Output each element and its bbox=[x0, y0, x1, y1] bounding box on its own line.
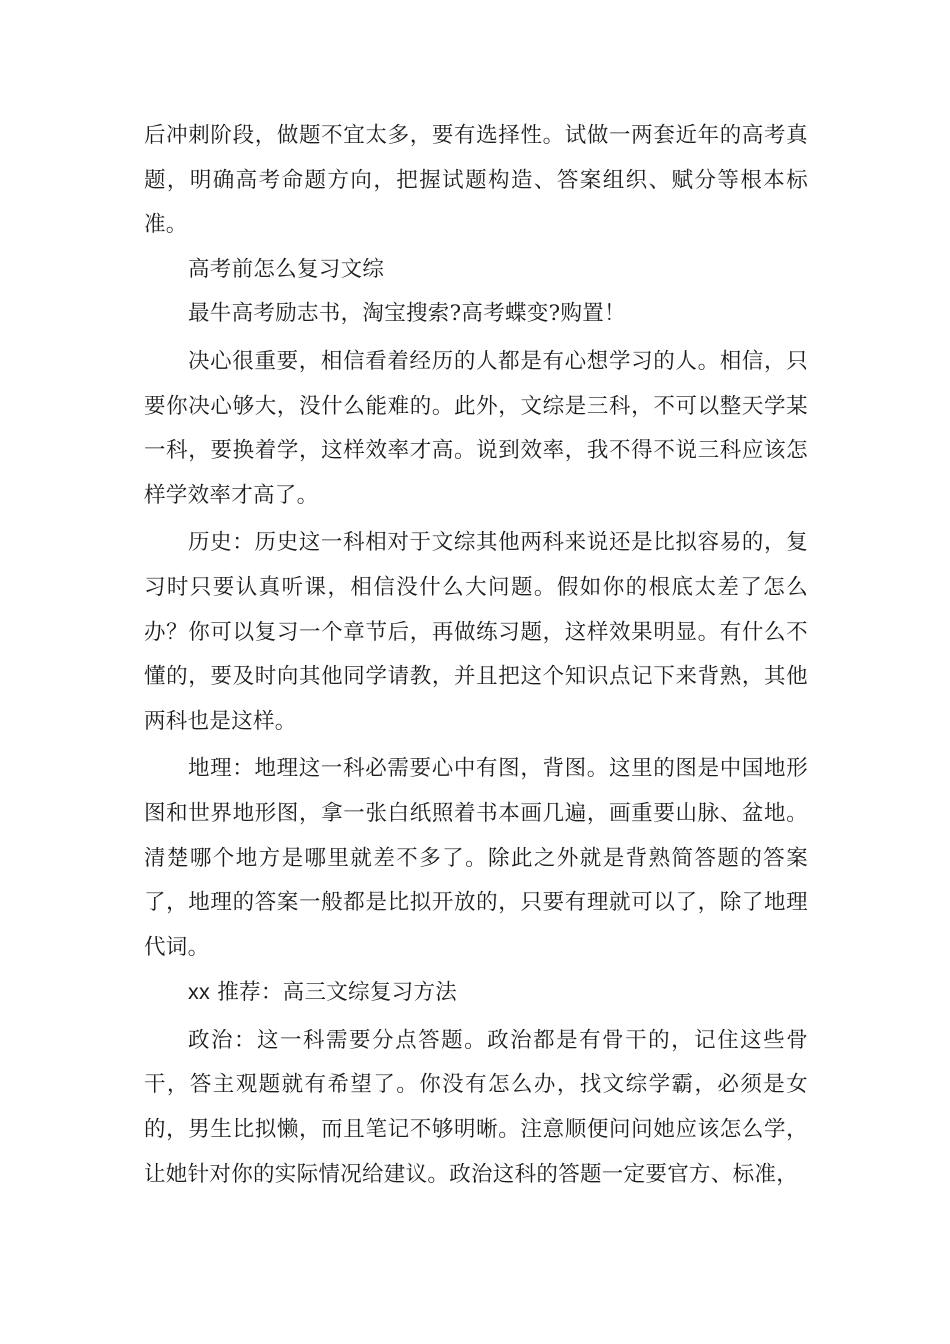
paragraph-history: 历史：历史这一科相对于文综其他两科来说还是比拟容易的，复习时只要认真听课，相信没什么大问题。假如你的根底太差了怎么办？你可以复习一个章节后，再做练习题，这样效果明显。有什么不懂的，要及时向其他同学请教，并且把这个知识点记下来背熟，其他两科也是这样。 bbox=[144, 530, 808, 734]
promo-line: 最牛高考励志书，淘宝搜索?高考蝶变?购置！ bbox=[188, 301, 626, 327]
heading-recommendation bbox=[144, 970, 808, 1016]
paragraph-determination: 决心很重要，相信看着经历的人都是有心想学习的人。相信，只要你决心够大，没什么能难的。此外，文综是三科，不可以整天学某一科，要换着学，这样效率才高。说到效率，我不得不说三科应该怎样学效率才高了。 bbox=[144, 348, 808, 508]
paragraph-politics: 政治：这一科需要分点答题。政治都是有骨干的，记住这些骨干，答主观题就有希望了。你没有怎么办，找文综学霸，必须是女的，男生比拟懒，而且笔记不够明晰。注意顺便问问她应该怎么学，让她针对你的实际情况给建议。政治这科的答题一定要官方、标准， bbox=[144, 1027, 808, 1187]
recommendation-prefix: xx bbox=[188, 980, 211, 1005]
heading-review-liberal-arts: 高考前怎么复习文综 bbox=[188, 256, 385, 282]
paragraph-exam-strategy: 后冲刺阶段，做题不宜太多，要有选择性。试做一两套近年的高考真题，明确高考命题方向，把握试题构造、答案组织、赋分等根本标准。 bbox=[144, 123, 808, 238]
recommendation-title: 推荐：高三文综复习方法 bbox=[210, 980, 458, 1006]
document-body bbox=[144, 114, 808, 1197]
paragraph-geography: 地理：地理这一科必需要心中有图，背图。这里的图是中国地形图和世界地形图，拿一张白纸照着书本画几遍，画重要山脉、盆地。清楚哪个地方是哪里就差不多了。除此之外就是背熟简答题的答案了，地理的答案一般都是比拟开放的，只要有理就可以了，除了地理代词。 bbox=[144, 756, 808, 960]
